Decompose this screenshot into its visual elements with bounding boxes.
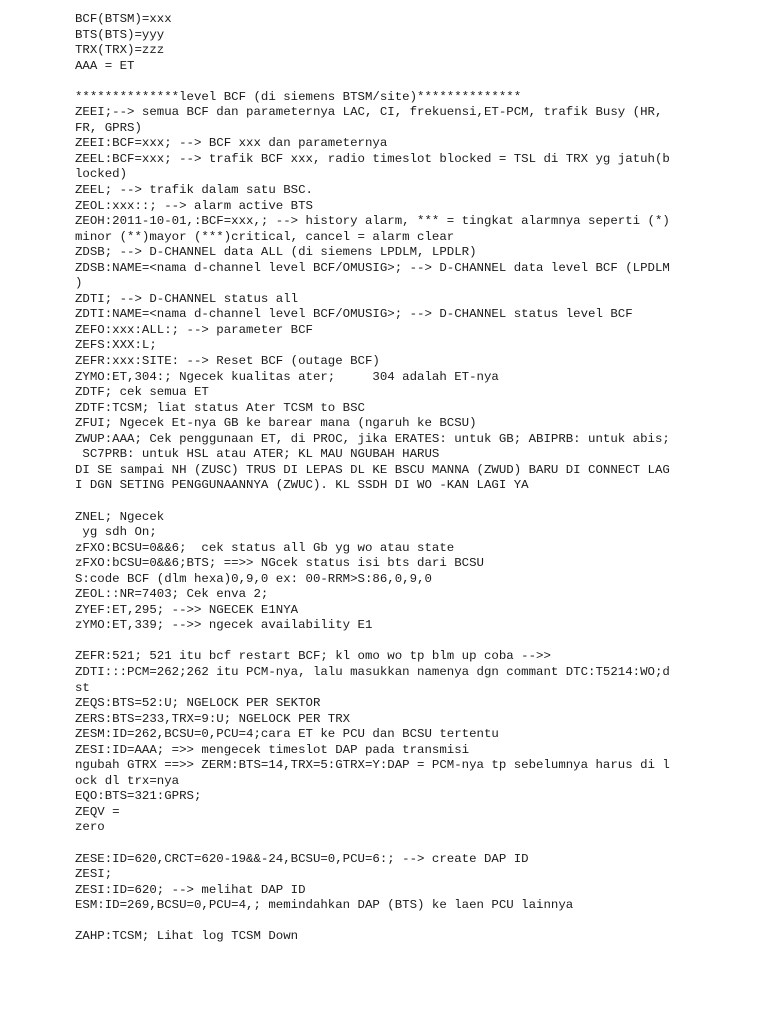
text-line: BCF(BTSM)=xxx bbox=[75, 12, 172, 26]
text-line: ZDSB:NAME=<nama d-channel level BCF/OMUSIG>; --> D-CHANNEL data level BCF (LPDLM bbox=[75, 260, 670, 275]
text-line: ZEOH:2011-10-01,:BCF=xxx,; --> history alarm, *** = tingkat alarmnya seperti (*) bbox=[75, 214, 670, 229]
text-line: ZDTI:NAME=<nama d-channel level BCF/OMUSIG>; --> D-CHANNEL status level BCF bbox=[75, 307, 633, 322]
text-line: ZESI:ID=AAA; =>> mengecek timeslot DAP pada transmisi bbox=[75, 742, 470, 757]
text-line: ZWUP:AAA; Cek penggunaan ET, di PROC, jika ERATES: untuk GB; ABIPRB: untuk abis; bbox=[75, 431, 670, 446]
blank-line bbox=[75, 74, 755, 90]
text-line: DI SE sampai NH (ZUSC) TRUS DI LEPAS DL KE BSCU MANNA (ZWUD) BARU DI CONNECT LAG bbox=[75, 462, 670, 477]
text-line: ZESM:ID=262,BCSU=0,PCU=4;cara ET ke PCU dan BCSU tertentu bbox=[75, 727, 499, 742]
document-text bbox=[75, 12, 755, 945]
text-line: ZDTF:TCSM; liat status Ater TCSM to BSC bbox=[75, 400, 365, 415]
text-line: ZEEI:BCF=xxx; --> BCF xxx dan parameternya bbox=[75, 136, 388, 151]
text-line: ZERS:BTS=233,TRX=9:U; NGELOCK PER TRX bbox=[75, 711, 351, 726]
text-line: ZEFR:xxx:SITE: --> Reset BCF (outage BCF) bbox=[75, 354, 380, 369]
text-line: ZDTI:::PCM=262;262 itu PCM-nya, lalu masukkan namenya dgn commant DTC:T5214:WO;d bbox=[75, 664, 670, 679]
text-line: zFXO:bCSU=0&&6;BTS; ==>> NGcek status isi bts dari BCSU bbox=[75, 556, 484, 571]
text-line: ZEFO:xxx:ALL:; --> parameter BCF bbox=[75, 322, 313, 337]
text-line: S:code BCF (dlm hexa)0,9,0 ex: 00-RRM>S:86,0,9,0 bbox=[75, 571, 432, 586]
text-line: SC7PRB: untuk HSL atau ATER; KL MAU NGUBAH HARUS bbox=[75, 447, 440, 462]
blank-line bbox=[75, 634, 755, 650]
text-line: ZDTI; --> D-CHANNEL status all bbox=[75, 291, 299, 306]
text-line: ZYMO:ET,304:; Ngecek kualitas ater; 304 adalah ET-nya bbox=[75, 369, 499, 384]
text-line: TRX(TRX)=zzz bbox=[75, 43, 165, 58]
text-line: ZESI:ID=620; --> melihat DAP ID bbox=[75, 882, 306, 897]
text-line: minor (**)mayor (***)critical, cancel = alarm clear bbox=[75, 229, 455, 244]
text-line: **************level BCF (di siemens BTSM/site)************** bbox=[75, 89, 522, 104]
text-line: ZEFR:521; 521 itu bcf restart BCF; kl omo wo tp blm up coba -->> bbox=[75, 649, 551, 664]
text-line: ZEOL::NR=7403; Cek enva 2; bbox=[75, 587, 269, 602]
text-line: ZEOL:xxx::; --> alarm active BTS bbox=[75, 198, 313, 213]
text-line: ZEQV = bbox=[75, 804, 120, 819]
text-line: zYMO:ET,339; -->> ngecek availability E1 bbox=[75, 618, 373, 633]
blank-line bbox=[75, 494, 755, 510]
text-line: ZDSB; --> D-CHANNEL data ALL (di siemens LPDLM, LPDLR) bbox=[75, 245, 477, 260]
text-line: ZESE:ID=620,CRCT=620-19&&-24,BCSU=0,PCU=6:; --> create DAP ID bbox=[75, 851, 529, 866]
text-line: ZFUI; Ngecek Et-nya GB ke barear mana (ngaruh ke BCSU) bbox=[75, 416, 477, 431]
text-line: ZAHP:TCSM; Lihat log TCSM Down bbox=[75, 929, 299, 944]
text-line: ZEQS:BTS=52:U; NGELOCK PER SEKTOR bbox=[75, 696, 321, 711]
text-line: ESM:ID=269,BCSU=0,PCU=4,; memindahkan DAP (BTS) ke laen PCU lainnya bbox=[75, 898, 574, 913]
text-line: I DGN SETING PENGGUNAANNYA (ZWUC). KL SSDH DI WO -KAN LAGI YA bbox=[75, 478, 529, 493]
text-line: ZYEF:ET,295; -->> NGECEK E1NYA bbox=[75, 602, 299, 617]
text-line: ZDTF; cek semua ET bbox=[75, 385, 209, 400]
text-line: ZEEL:BCF=xxx; --> trafik BCF xxx, radio timeslot blocked = TSL di TRX yg jatuh(b bbox=[75, 151, 670, 166]
text-line: st bbox=[75, 680, 90, 695]
text-line: ZEEL; --> trafik dalam satu BSC. bbox=[75, 183, 313, 198]
text-line: ZEFS:XXX:L; bbox=[75, 338, 157, 353]
text-line: zFXO:BCSU=0&&6; cek status all Gb yg wo atau state bbox=[75, 540, 455, 555]
text-line: ock dl trx=nya bbox=[75, 773, 180, 788]
blank-line bbox=[75, 914, 755, 930]
text-line: zero bbox=[75, 820, 105, 835]
text-line: EQO:BTS=321:GPRS; bbox=[75, 789, 202, 804]
text-line: yg sdh On; bbox=[75, 525, 157, 540]
text-line: ZNEL; Ngecek bbox=[75, 509, 165, 524]
blank-line bbox=[75, 836, 755, 852]
text-line: locked) bbox=[75, 167, 128, 182]
text-line: AAA = ET bbox=[75, 58, 135, 73]
text-line: ZESI; bbox=[75, 867, 113, 882]
text-line: ) bbox=[75, 276, 83, 291]
text-line: BTS(BTS)=yyy bbox=[75, 27, 165, 42]
text-line: ZEEI;--> semua BCF dan parameternya LAC, CI, frekuensi,ET-PCM, trafik Busy (HR, bbox=[75, 105, 663, 120]
text-line: ngubah GTRX ==>> ZERM:BTS=14,TRX=5:GTRX=Y:DAP = PCM-nya tp sebelumnya harus di l bbox=[75, 758, 670, 773]
text-line: FR, GPRS) bbox=[75, 120, 142, 135]
